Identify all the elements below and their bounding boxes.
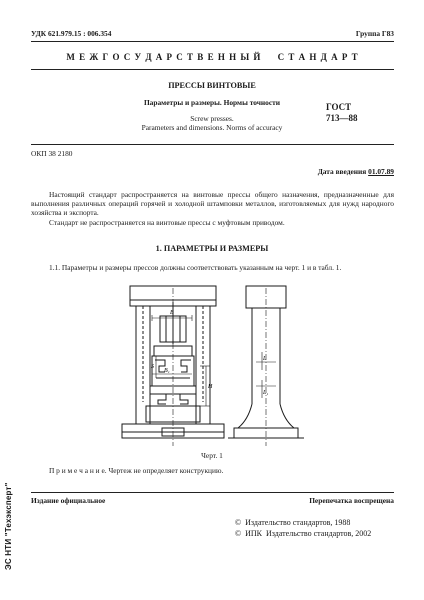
group-code: Группа Г83 [355,29,394,38]
note-text: Чертеж не определяет конструкцию. [106,466,224,475]
note-label: П р и м е ч а н и е. [49,466,107,475]
intro-date-value: 01.07.89 [368,167,394,176]
dim-b: B [170,310,174,316]
dim-l1: L₁ [263,390,269,396]
reprint-prohibited: Перепечатка воспрещена [309,496,394,505]
footer-rule [31,492,394,493]
banner-rule [31,69,394,70]
section-heading: 1. ПАРАМЕТРЫ И РАЗМЕРЫ [155,244,269,253]
intro-date-label: Дата введения [317,167,369,176]
dim-b1: B₁ [164,368,170,374]
clause-1-1: 1.1. Параметры и размеры прессов должны соответствовать указанным на черт. 1 и в табл. 1. [49,263,342,272]
dim-h: H [208,384,213,390]
note [49,466,223,475]
introduction-date [318,167,394,176]
side-view [228,286,304,446]
gost-number: 713—88 [326,113,358,123]
english-subtitle: Parameters and dimensions. Norms of accuracy [141,123,283,132]
scope-paragraph: Настоящий стандарт распространяется на винтовые прессы общего назначения, предназначенные для выполнения различных операций горячей и холодной штамповки металлов, изготовляемых для нужд народного хозяйства и экспорта. [31,190,394,217]
exclusion-paragraph: Стандарт не распространяется на винтовые прессы с муфтовым приводом. [49,218,285,227]
header-rule [31,41,394,42]
copyright-2002: © ИПК Издательство стандартов, 2002 [235,529,372,538]
title-rule [31,144,394,145]
udk-code: УДК 621.979.15 : 006.354 [31,29,112,38]
drawing-caption: Черт. 1 [201,451,223,460]
dim-l: L [263,356,267,362]
official-edition: Издание официальное [31,496,106,505]
press-drawing [100,282,340,452]
document-subtitle: Параметры и размеры. Нормы точности [143,98,281,107]
interstate-standard-banner: М Е Ж Г О С У Д А Р С Т В Е Н Н Ы Й С Т А Н Д А Р Т [66,52,359,62]
gost-label: ГОСТ [326,102,352,112]
side-stamp: ЭС НТИ "Техэксперт" [4,482,13,570]
okp-code: ОКП 38 2180 [31,149,73,158]
document-title: ПРЕССЫ ВИНТОВЫЕ [168,81,256,90]
dim-s: S [151,364,154,370]
copyright-1988: © Издательство стандартов, 1988 [235,518,351,527]
english-title: Screw presses. [190,114,234,123]
